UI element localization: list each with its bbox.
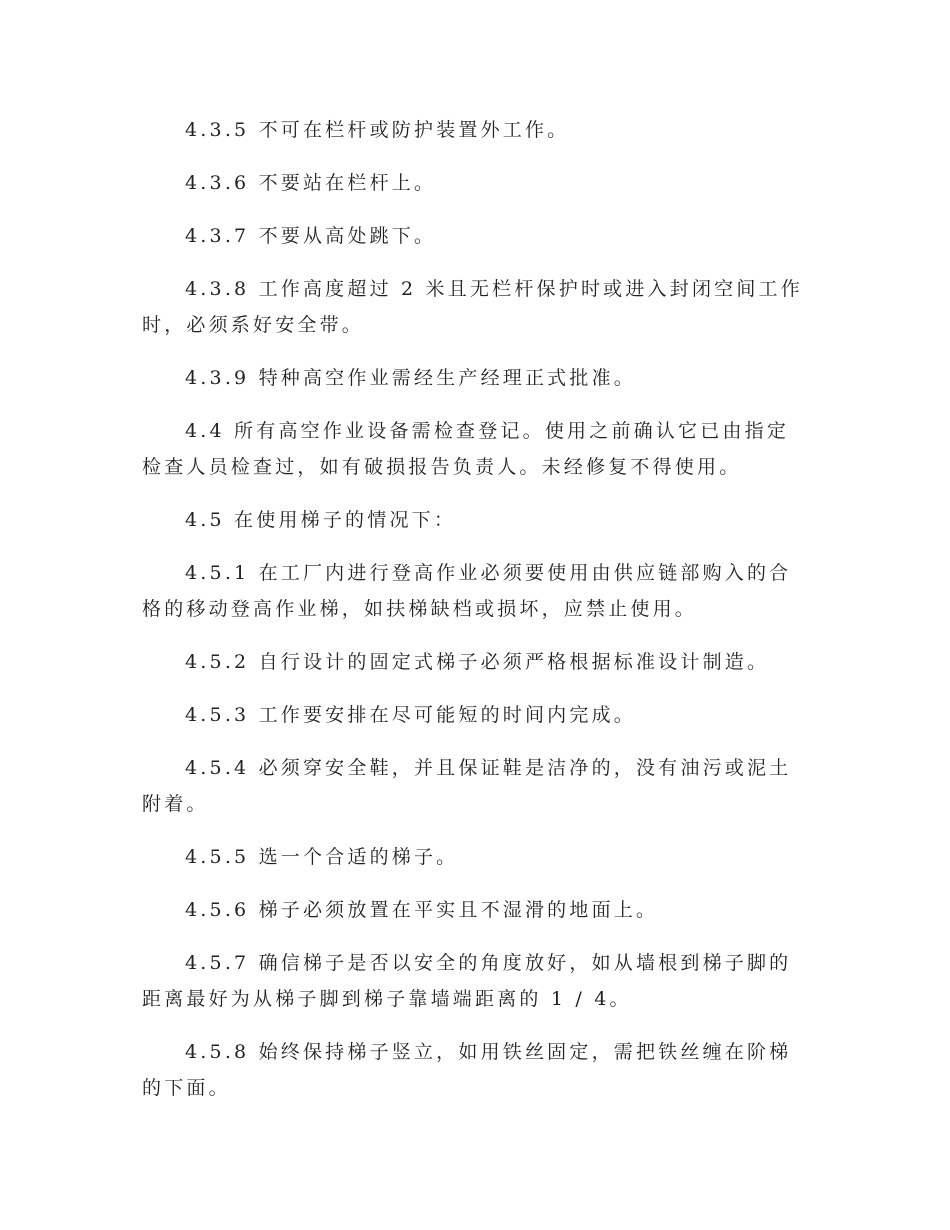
- paragraph-4-5-5: 4.5.5 选一个合适的梯子。: [185, 846, 459, 868]
- paragraph-4-5-6: 4.5.6 梯子必须放置在平实且不湿滑的地面上。: [185, 899, 659, 921]
- paragraph-4-5-7: 4.5.7 确信梯子是否以安全的角度放好，如从墙根到梯子脚的距离最好为从梯子脚到梯子靠墙端距离的 1 / 4。: [142, 952, 792, 1010]
- document-body: [142, 112, 810, 1123]
- paragraph-4-3-8: 4.3.8 工作高度超过 2 米且无栏杆保护时或进入封闭空间工作时，必须系好安全带。: [142, 278, 803, 336]
- paragraph-4-5-1: 4.5.1 在工厂内进行登高作业必须要使用由供应链部购入的合格的移动登高作业梯，如扶梯缺档或损坏，应禁止使用。: [142, 562, 792, 620]
- paragraph-4-5: 4.5 在使用梯子的情况下：: [185, 509, 457, 531]
- paragraph-4-3-6: 4.3.6 不要站在栏杆上。: [185, 172, 437, 194]
- paragraph-4-5-2: 4.5.2 自行设计的固定式梯子必须严格根据标准设计制造。: [185, 651, 770, 673]
- paragraph-4-5-4: 4.5.4 必须穿安全鞋，并且保证鞋是洁净的，没有油污或泥土附着。: [142, 757, 792, 815]
- paragraph-4-5-3: 4.5.3 工作要安排在尽可能短的时间内完成。: [185, 704, 636, 726]
- paragraph-4-3-5: 4.3.5 不可在栏杆或防护装置外工作。: [185, 119, 570, 141]
- paragraph-4-5-8: 4.5.8 始终保持梯子竖立，如用铁丝固定，需把铁丝缠在阶梯的下面。: [142, 1041, 792, 1099]
- paragraph-4-3-9: 4.3.9 特种高空作业需经生产经理正式批准。: [185, 367, 636, 389]
- paragraph-4-3-7: 4.3.7 不要从高处跳下。: [185, 225, 437, 247]
- paragraph-4-4: 4.4 所有高空作业设备需检查登记。使用之前确认它已由指定检查人员检查过，如有破损报告负责人。未经修复不得使用。: [142, 420, 790, 478]
